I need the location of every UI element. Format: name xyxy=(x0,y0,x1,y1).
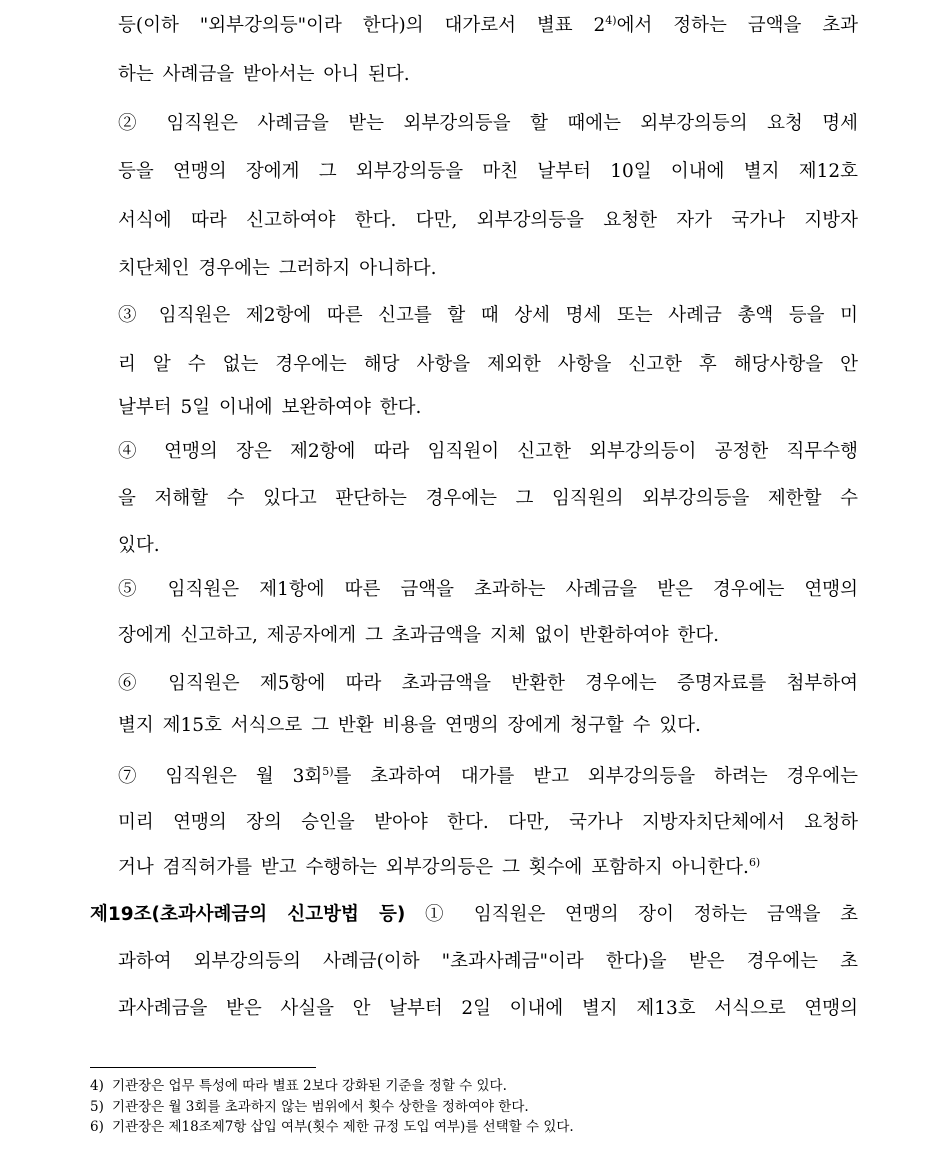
paragraph-line: 과하여 외부강의등의 사례금(이하 "초과사례금"이라 한다)을 받은 경우에는 초 xyxy=(118,951,858,972)
footnote-text: 기관장은 업무 특성에 따라 별표 2보다 강화된 기준을 정할 수 있다. xyxy=(112,1078,507,1094)
paragraph-line: 서식에 따라 신고하여야 한다. 다만, 외부강의등을 요청한 자가 국가나 지방자 xyxy=(118,210,858,231)
clause-2-line: ② 임직원은 사례금을 받는 외부강의등을 할 때에는 외부강의등의 요청 명세 xyxy=(118,113,858,134)
footnote-mark: 5) xyxy=(90,1099,104,1115)
paragraph-line xyxy=(118,856,760,880)
paragraph-line xyxy=(118,14,858,38)
clause-7-line xyxy=(118,765,858,789)
line-text: 등(이하 "외부강의등"이라 한다)의 대가로서 별표 2 xyxy=(118,15,606,36)
footnote-mark: 6) xyxy=(90,1119,104,1135)
footnote-4 xyxy=(90,1078,507,1094)
article-heading: 제19조(초과사례금의 신고방법 등) xyxy=(90,904,406,925)
footnote-text: 기관장은 제18조제7항 삽입 여부(횟수 제한 규정 도입 여부)를 선택할 수 있다. xyxy=(112,1119,574,1135)
line-text: 에서 정하는 금액을 초과 xyxy=(616,15,858,36)
footnote-6 xyxy=(90,1119,574,1135)
paragraph-line: 을 저해할 수 있다고 판단하는 경우에는 그 임직원의 외부강의등을 제한할 수 xyxy=(118,488,858,509)
footnote-mark: 4) xyxy=(90,1078,104,1094)
paragraph-line: 있다. xyxy=(118,535,160,556)
paragraph-line: 미리 연맹의 장의 승인을 받아야 한다. 다만, 국가나 지방자치단체에서 요청하 xyxy=(118,812,858,833)
footnote-ref[interactable]: 4) xyxy=(605,13,617,27)
line-text: 를 초과하여 대가를 받고 외부강의등을 하려는 경우에는 xyxy=(333,766,858,787)
paragraph-line: 리 알 수 없는 경우에는 해당 사항을 제외한 사항을 신고한 후 해당사항을 안 xyxy=(118,354,858,375)
line-text: ① 임직원은 연맹의 장이 정하는 금액을 초 xyxy=(405,904,858,925)
footnote-ref[interactable]: 5) xyxy=(322,764,334,778)
paragraph-line: 별지 제15호 서식으로 그 반환 비용을 연맹의 장에게 청구할 수 있다. xyxy=(118,715,701,736)
paragraph-line: 날부터 5일 이내에 보완하여야 한다. xyxy=(118,397,422,418)
footnote-text: 기관장은 월 3회를 초과하지 않는 범위에서 횟수 상한을 정하여야 한다. xyxy=(112,1099,529,1115)
paragraph-line: 과사례금을 받은 사실을 안 날부터 2일 이내에 별지 제13호 서식으로 연맹의 xyxy=(118,998,858,1019)
paragraph-line: 치단체인 경우에는 그러하지 아니하다. xyxy=(118,258,437,279)
clause-4-line: ④ 연맹의 장은 제2항에 따라 임직원이 신고한 외부강의등이 공정한 직무수행 xyxy=(118,441,858,462)
line-text: ⑦ 임직원은 월 3회 xyxy=(118,766,323,787)
paragraph-line: 장에게 신고하고, 제공자에게 그 초과금액을 지체 없이 반환하여야 한다. xyxy=(118,625,720,646)
paragraph-line: 하는 사례금을 받아서는 아니 된다. xyxy=(118,64,410,85)
footnote-ref[interactable]: 6) xyxy=(748,855,761,869)
paragraph-line: 등을 연맹의 장에게 그 외부강의등을 마친 날부터 10일 이내에 별지 제12호 xyxy=(118,161,858,182)
article-19-line xyxy=(90,903,858,927)
clause-3-line: ③ 임직원은 제2항에 따른 신고를 할 때 상세 명세 또는 사례금 총액 등을 미 xyxy=(118,305,858,326)
footnote-divider xyxy=(90,1067,316,1068)
footnote-5 xyxy=(90,1099,529,1115)
line-text: 거나 겸직허가를 받고 수행하는 외부강의등은 그 횟수에 포함하지 아니한다. xyxy=(118,857,749,878)
clause-5-line: ⑤ 임직원은 제1항에 따른 금액을 초과하는 사례금을 받은 경우에는 연맹의 xyxy=(118,579,858,600)
clause-6-line: ⑥ 임직원은 제5항에 따라 초과금액을 반환한 경우에는 증명자료를 첨부하여 xyxy=(118,673,858,694)
